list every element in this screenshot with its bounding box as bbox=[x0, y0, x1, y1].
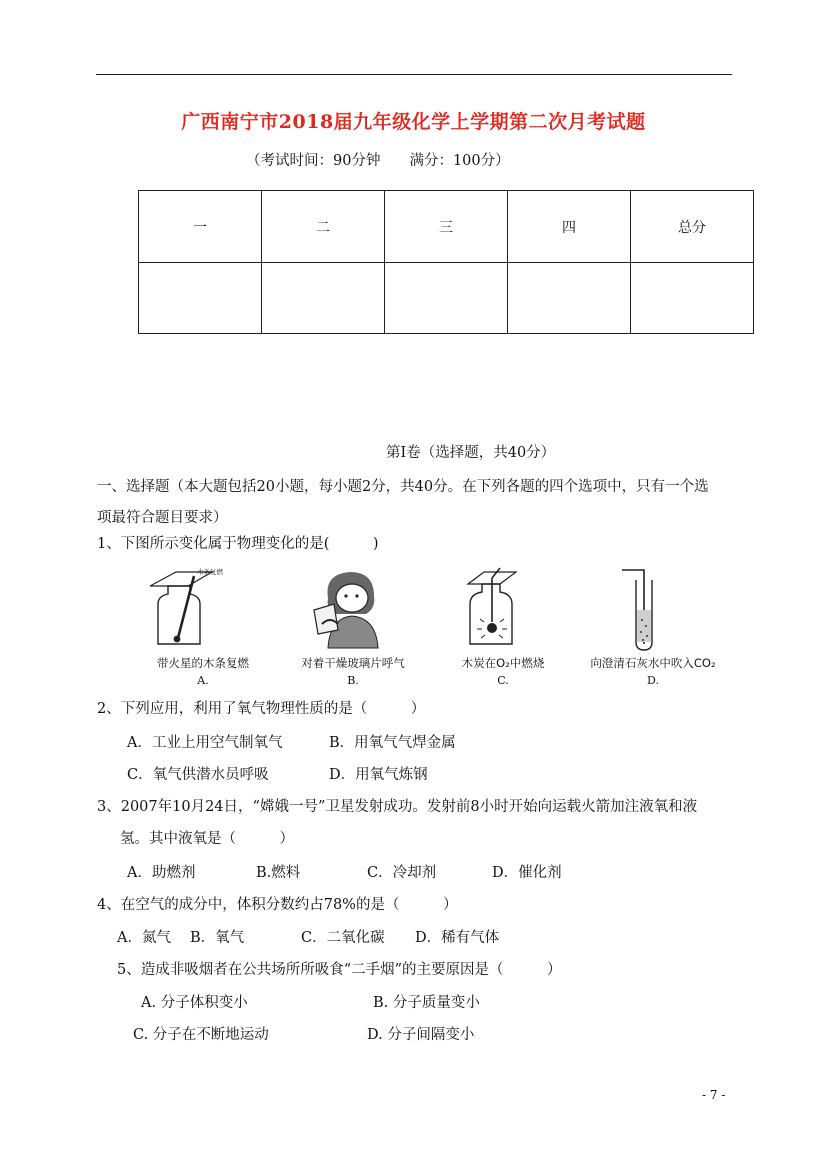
score-table-value-row bbox=[139, 263, 754, 334]
question-3-option-c: C．冷却剂 bbox=[367, 865, 437, 881]
score-header-cell: 总分 bbox=[631, 191, 754, 263]
score-table bbox=[138, 190, 754, 334]
section-instructions: 一、选择题（本大题包括20小题，每小题2分，共40分。在下列各题的四个选项中，只有一个选 bbox=[97, 479, 709, 495]
question-1-stem: 1、下图所示变化属于物理变化的是( ) bbox=[97, 536, 379, 552]
question-3-stem-cont: 氢。其中液氧是（ ） bbox=[120, 831, 294, 847]
score-value-cell bbox=[385, 263, 508, 334]
question-1-figures bbox=[128, 564, 728, 692]
question-2-option-c: C．氧气供潜水员呼吸 bbox=[127, 767, 269, 783]
question-2-stem: 2、下列应用，利用了氧气物理性质的是（ ） bbox=[97, 701, 426, 717]
question-5-option-a: A. 分子体积变小 bbox=[141, 995, 248, 1011]
question-5-stem: 5、造成非吸烟者在公共场所所吸食“二手烟”的主要原因是（ ） bbox=[117, 962, 562, 978]
score-header-cell: 三 bbox=[385, 191, 508, 263]
figure-a-letter: A. bbox=[197, 674, 209, 687]
girl-breathing-icon bbox=[278, 564, 428, 656]
test-tube-icon bbox=[578, 564, 728, 656]
page-number: - 7 - bbox=[702, 1088, 726, 1102]
score-value-cell bbox=[508, 263, 631, 334]
score-header-cell: 二 bbox=[262, 191, 385, 263]
question-3-option-d: D．催化剂 bbox=[492, 865, 562, 881]
question-4-option-d: D．稀有气体 bbox=[415, 930, 500, 946]
figure-b bbox=[278, 564, 428, 692]
figure-d bbox=[578, 564, 728, 692]
score-value-cell bbox=[262, 263, 385, 334]
section-instructions-cont: 项最符合题目要求） bbox=[97, 510, 228, 526]
question-3-option-a: A．助燃剂 bbox=[127, 865, 196, 881]
score-header-cell: 四 bbox=[508, 191, 631, 263]
page-title: 广西南宁市2018届九年级化学上学期第二次月考试题 bbox=[181, 111, 646, 133]
exam-info: （考试时间：90分钟 满分：100分） bbox=[246, 153, 510, 169]
question-3-stem: 3、2007年10月24日，“嫦娥一号”卫星发射成功。发射前8小时开始向运载火箭加注液氧和液 bbox=[97, 799, 698, 815]
header-rule bbox=[96, 74, 732, 75]
figure-d-caption: 向澄清石灰水中吹入CO₂ bbox=[590, 656, 716, 670]
question-5-option-d: D. 分子间隔变小 bbox=[367, 1027, 475, 1043]
figure-d-letter: D. bbox=[647, 674, 659, 687]
question-4-option-a: A．氮气 bbox=[117, 930, 171, 946]
bottle-with-splint-icon bbox=[128, 564, 278, 656]
score-table-header-row bbox=[139, 191, 754, 263]
splint-label: 木条复燃 bbox=[197, 568, 223, 576]
question-2-option-a: A．工业上用空气制氧气 bbox=[127, 735, 283, 751]
figure-a-caption: 带火星的木条复燃 bbox=[157, 656, 249, 670]
question-3-option-b: B.燃料 bbox=[256, 865, 301, 881]
score-value-cell bbox=[139, 263, 262, 334]
figure-b-caption: 对着干燥玻璃片呼气 bbox=[301, 656, 405, 670]
question-4-option-b: B．氧气 bbox=[190, 930, 245, 946]
figure-b-letter: B. bbox=[347, 674, 359, 687]
figure-c-caption: 木炭在O₂中燃烧 bbox=[461, 656, 545, 670]
question-4-option-c: C．二氧化碳 bbox=[301, 930, 385, 946]
figure-c-letter: C. bbox=[497, 674, 509, 687]
question-5-option-b: B. 分子质量变小 bbox=[373, 995, 480, 1011]
question-4-stem: 4、在空气的成分中，体积分数约占78%的是（ ） bbox=[97, 897, 458, 913]
question-5-option-c: C. 分子在不断地运动 bbox=[133, 1027, 269, 1043]
figure-a bbox=[128, 564, 278, 692]
figure-c bbox=[428, 564, 578, 692]
charcoal-burning-icon bbox=[428, 564, 578, 656]
question-2-option-d: D．用氧气炼钢 bbox=[329, 767, 428, 783]
score-value-cell bbox=[631, 263, 754, 334]
section-heading: 第Ⅰ卷（选择题，共40分） bbox=[386, 445, 556, 461]
question-2-option-b: B．用氧气气焊金属 bbox=[329, 735, 456, 751]
score-header-cell: 一 bbox=[139, 191, 262, 263]
